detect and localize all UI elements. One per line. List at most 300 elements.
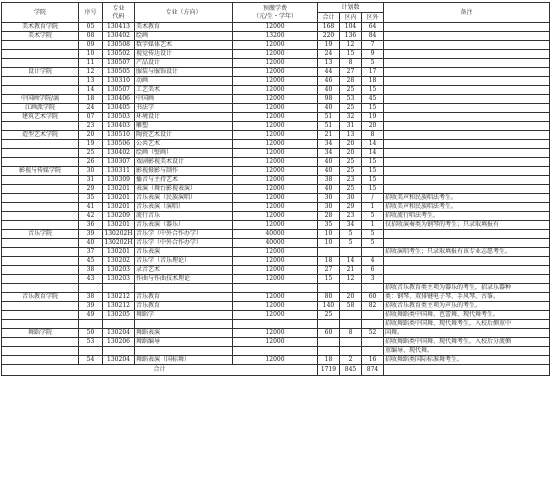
cell-note <box>384 185 550 194</box>
cell-note <box>384 275 550 284</box>
table-row <box>2 185 550 194</box>
cell-fee: 12000 <box>233 122 318 131</box>
cell-seq: 42 <box>79 212 103 221</box>
cell-major: 戏剧影视美术设计 <box>135 158 233 167</box>
cell-total: 30 <box>318 194 340 203</box>
cell-seq: 41 <box>79 203 103 212</box>
cell-seq: 08 <box>79 32 103 41</box>
table-row <box>2 311 550 320</box>
cell-fee: 12000 <box>233 203 318 212</box>
cell-college: 设计学院 <box>2 68 79 77</box>
cell-note <box>384 32 550 41</box>
cell-in: 12 <box>340 275 362 284</box>
table-row <box>2 113 550 122</box>
cell-major: 绘画 <box>135 32 233 41</box>
table-row <box>2 59 550 68</box>
cell-out <box>362 338 384 347</box>
cell-seq: 23 <box>79 122 103 131</box>
cell-fee: 12000 <box>233 167 318 176</box>
cell-out: 4 <box>362 257 384 266</box>
cell-code: 130413 <box>103 23 135 32</box>
cell-seq: 35 <box>79 194 103 203</box>
cell-out: 15 <box>362 167 384 176</box>
cell-in: 13 <box>340 131 362 140</box>
cell-seq <box>79 347 103 356</box>
cell-major: 音乐表演（民族演唱） <box>135 194 233 203</box>
cell-note: 招收舞蹈类国际标准舞考生。 <box>384 356 550 365</box>
cell-seq: 10 <box>79 50 103 59</box>
col-header-total: 合计 <box>318 13 340 23</box>
cell-out: 3 <box>362 275 384 284</box>
cell-out: / <box>362 194 384 203</box>
table-row <box>2 131 550 140</box>
total-label: 合计 <box>2 365 318 376</box>
cell-fee: 12000 <box>233 68 318 77</box>
cell-in: 136 <box>340 32 362 41</box>
cell-fee: 12000 <box>233 140 318 149</box>
cell-code: 130201 <box>103 221 135 230</box>
cell-seq: 11 <box>79 59 103 68</box>
cell-out <box>362 320 384 329</box>
cell-total: 19 <box>318 41 340 50</box>
cell-out <box>362 284 384 293</box>
cell-out: 20 <box>362 122 384 131</box>
cell-note <box>384 167 550 176</box>
cell-fee <box>233 320 318 329</box>
cell-fee: 12000 <box>233 266 318 275</box>
cell-major: 音乐学（中外合作办学） <box>135 239 233 248</box>
cell-major: 环境设计 <box>135 113 233 122</box>
cell-seq <box>79 320 103 329</box>
cell-in <box>340 284 362 293</box>
cell-major: 公共艺术 <box>135 140 233 149</box>
cell-major: 陶瓷艺术设计 <box>135 131 233 140</box>
cell-in: 31 <box>340 122 362 131</box>
admission-plan-table <box>1 2 550 376</box>
cell-fee: 12000 <box>233 50 318 59</box>
cell-seq: 43 <box>79 275 103 284</box>
cell-note <box>384 68 550 77</box>
table-row <box>2 203 550 212</box>
cell-college: 中国画学院/漓 <box>2 95 79 104</box>
cell-total: 34 <box>318 140 340 149</box>
cell-seq: 14 <box>79 86 103 95</box>
cell-major: 绘画（壁画） <box>135 149 233 158</box>
cell-college: 美术学院 <box>2 32 79 41</box>
cell-major: 音乐表演（演唱） <box>135 203 233 212</box>
cell-code: 130402 <box>103 32 135 41</box>
cell-major: 作曲与作曲技术理论 <box>135 275 233 284</box>
cell-seq <box>79 284 103 293</box>
cell-note <box>384 95 550 104</box>
cell-total: 10 <box>318 230 340 239</box>
cell-in: 14 <box>340 257 362 266</box>
total-out: 874 <box>362 365 384 376</box>
cell-note <box>384 77 550 86</box>
cell-out <box>362 311 384 320</box>
total-note <box>384 365 550 376</box>
cell-major: 音乐表演 <box>135 248 233 257</box>
cell-total: 168 <box>318 23 340 32</box>
cell-major: 美术教育 <box>135 23 233 32</box>
cell-note: 国舞。 <box>384 329 550 338</box>
cell-major: 流行音乐 <box>135 212 233 221</box>
table-row <box>2 320 550 329</box>
cell-in: 34 <box>340 221 362 230</box>
cell-code: 130311 <box>103 167 135 176</box>
table-row <box>2 221 550 230</box>
cell-college <box>2 356 79 365</box>
cell-college <box>2 302 79 311</box>
cell-in <box>340 338 362 347</box>
cell-total: 27 <box>318 266 340 275</box>
cell-major: 音乐学（中外合作办学） <box>135 230 233 239</box>
cell-total <box>318 320 340 329</box>
cell-college <box>2 86 79 95</box>
cell-major: 产品设计 <box>135 59 233 68</box>
cell-total: 24 <box>318 50 340 59</box>
cell-fee: 12000 <box>233 248 318 257</box>
cell-note: 招收舞蹈类中国舞、芭蕾舞、现代舞考生。 <box>384 311 550 320</box>
cell-total: 34 <box>318 149 340 158</box>
cell-college <box>2 275 79 284</box>
cell-major: 音乐学（音乐理论） <box>135 257 233 266</box>
cell-code: 130507 <box>103 59 135 68</box>
cell-college <box>2 203 79 212</box>
cell-total: 98 <box>318 95 340 104</box>
cell-out: 15 <box>362 158 384 167</box>
cell-seq: 26 <box>79 158 103 167</box>
cell-note <box>384 104 550 113</box>
cell-fee: 12000 <box>233 149 318 158</box>
cell-out: 1 <box>362 203 384 212</box>
cell-code: 130508 <box>103 41 135 50</box>
cell-college <box>2 41 79 50</box>
cell-note <box>384 230 550 239</box>
cell-out: 14 <box>362 149 384 158</box>
cell-in: 12 <box>340 41 362 50</box>
cell-fee: 12000 <box>233 86 318 95</box>
table-row <box>2 230 550 239</box>
cell-fee: 12000 <box>233 329 318 338</box>
cell-out: 16 <box>362 356 384 365</box>
cell-college: 建筑艺术学院 <box>2 113 79 122</box>
col-header-code-line2: 代码 <box>112 12 125 20</box>
cell-college <box>2 149 79 158</box>
cell-college: 美术教育学院 <box>2 23 79 32</box>
cell-major: 服装与服饰设计 <box>135 68 233 77</box>
cell-college: 造型艺术学院 <box>2 131 79 140</box>
cell-college <box>2 284 79 293</box>
cell-college <box>2 248 79 257</box>
cell-note <box>384 113 550 122</box>
cell-college <box>2 347 79 356</box>
cell-fee: 12000 <box>233 293 318 302</box>
cell-out: 19 <box>362 113 384 122</box>
cell-code: 130201 <box>103 194 135 203</box>
cell-code: 130309 <box>103 176 135 185</box>
cell-fee: 40000 <box>233 239 318 248</box>
cell-out: 7 <box>362 41 384 50</box>
cell-total: 25 <box>318 311 340 320</box>
cell-out <box>362 347 384 356</box>
cell-code: 130212 <box>103 302 135 311</box>
cell-fee <box>233 347 318 356</box>
cell-major: 表演（舞台影视表演） <box>135 185 233 194</box>
col-header-plan: 计划数 <box>318 3 384 13</box>
cell-in: 8 <box>340 329 362 338</box>
cell-out: 5 <box>362 230 384 239</box>
table-row <box>2 356 550 365</box>
cell-seq: 13 <box>79 77 103 86</box>
cell-code: 130507 <box>103 86 135 95</box>
cell-fee: 12000 <box>233 311 318 320</box>
cell-note <box>384 266 550 275</box>
cell-in: 2 <box>340 356 362 365</box>
cell-major <box>135 320 233 329</box>
col-header-seq: 序号 <box>79 3 103 23</box>
cell-code: 130201 <box>103 185 135 194</box>
cell-code: 130202 <box>103 257 135 266</box>
cell-code: 130205 <box>103 311 135 320</box>
table-row <box>2 122 550 131</box>
cell-fee: 12000 <box>233 257 318 266</box>
cell-out: 15 <box>362 86 384 95</box>
cell-code <box>103 320 135 329</box>
cell-note: 招收舞蹈类中国舞、现代舞考生，入校后分流侧 <box>384 338 550 347</box>
table-row <box>2 347 550 356</box>
cell-in: 29 <box>340 203 362 212</box>
cell-out: 9 <box>362 50 384 59</box>
cell-seq: 38 <box>79 266 103 275</box>
cell-college <box>2 176 79 185</box>
cell-code: 130203 <box>103 275 135 284</box>
cell-total: 30 <box>318 203 340 212</box>
cell-total: 35 <box>318 221 340 230</box>
cell-college <box>2 311 79 320</box>
cell-seq: 39 <box>79 302 103 311</box>
cell-major: 视觉传达设计 <box>135 50 233 59</box>
cell-college: 音乐教育学院 <box>2 293 79 302</box>
col-header-out: 区外 <box>362 13 384 23</box>
cell-total: 40 <box>318 167 340 176</box>
cell-in: 27 <box>340 68 362 77</box>
table-row <box>2 32 550 41</box>
cell-code: 130209 <box>103 212 135 221</box>
cell-total: 140 <box>318 302 340 311</box>
cell-note: 招收美声和民族唱法考生。 <box>384 203 550 212</box>
cell-seq: 29 <box>79 185 103 194</box>
table-row <box>2 248 550 257</box>
cell-major <box>135 284 233 293</box>
cell-out: 82 <box>362 302 384 311</box>
cell-note <box>384 23 550 32</box>
cell-total: 40 <box>318 185 340 194</box>
table-row <box>2 302 550 311</box>
table-row <box>2 284 550 293</box>
cell-major: 录音艺术 <box>135 266 233 275</box>
cell-note <box>384 50 550 59</box>
cell-note: 重编导、现代舞。 <box>384 347 550 356</box>
cell-fee: 12000 <box>233 338 318 347</box>
table-row <box>2 257 550 266</box>
table-row <box>2 104 550 113</box>
col-header-note: 备注 <box>384 3 550 23</box>
cell-note <box>384 86 550 95</box>
cell-note <box>384 158 550 167</box>
cell-code: 130503 <box>103 113 135 122</box>
table-body <box>2 23 550 365</box>
cell-college <box>2 194 79 203</box>
cell-college <box>2 140 79 149</box>
cell-code: 130402 <box>103 149 135 158</box>
cell-code: 130307 <box>103 158 135 167</box>
cell-total: 51 <box>318 113 340 122</box>
cell-in: 23 <box>340 212 362 221</box>
cell-note <box>384 41 550 50</box>
cell-seq: 20 <box>79 131 103 140</box>
cell-in: 21 <box>340 266 362 275</box>
cell-fee: 40000 <box>233 230 318 239</box>
cell-total: 15 <box>318 275 340 284</box>
cell-out: 15 <box>362 104 384 113</box>
cell-fee: 12000 <box>233 212 318 221</box>
cell-college <box>2 59 79 68</box>
col-header-fee-line2: （元/生・学年） <box>252 12 298 20</box>
cell-seq: 36 <box>79 221 103 230</box>
cell-out: 45 <box>362 95 384 104</box>
cell-seq: 18 <box>79 95 103 104</box>
cell-total: 60 <box>318 329 340 338</box>
cell-college: 音乐学院 <box>2 230 79 239</box>
cell-code: 130505 <box>103 68 135 77</box>
cell-major: 舞蹈表演 <box>135 329 233 338</box>
cell-out: 5 <box>362 239 384 248</box>
cell-in: 25 <box>340 185 362 194</box>
cell-fee: 12000 <box>233 185 318 194</box>
cell-major: 书法学 <box>135 104 233 113</box>
cell-out: 64 <box>362 23 384 32</box>
cell-code: 130202H <box>104 239 133 246</box>
cell-in: 8 <box>340 59 362 68</box>
table-row <box>2 50 550 59</box>
cell-out: 8 <box>362 131 384 140</box>
cell-code: 130212 <box>103 293 135 302</box>
cell-code: 130204 <box>103 356 135 365</box>
cell-in: 25 <box>340 104 362 113</box>
total-in: 845 <box>340 365 362 376</box>
cell-note: 招收舞蹈类中国舞、现代舞考生，入校后侧重中 <box>384 320 550 329</box>
cell-fee: 12000 <box>233 275 318 284</box>
cell-college <box>2 50 79 59</box>
cell-total: 38 <box>318 176 340 185</box>
cell-college <box>2 77 79 86</box>
cell-fee: 12000 <box>233 356 318 365</box>
cell-major: 音乐教育 <box>135 302 233 311</box>
cell-code: 130201 <box>103 203 135 212</box>
cell-note <box>384 257 550 266</box>
cell-in: 5 <box>340 230 362 239</box>
cell-out: 15 <box>362 185 384 194</box>
cell-college <box>2 158 79 167</box>
cell-total <box>318 347 340 356</box>
cell-in: 30 <box>340 194 362 203</box>
cell-code: 130506 <box>103 140 135 149</box>
cell-out: 14 <box>362 140 384 149</box>
cell-total: 13 <box>318 59 340 68</box>
cell-in: 20 <box>340 140 362 149</box>
cell-note <box>384 140 550 149</box>
table-row <box>2 140 550 149</box>
cell-out: 6 <box>362 266 384 275</box>
cell-out: 17 <box>362 68 384 77</box>
cell-in: 15 <box>340 50 362 59</box>
cell-total: 46 <box>318 77 340 86</box>
cell-major: 动画 <box>135 77 233 86</box>
cell-college: 舞蹈学院 <box>2 329 79 338</box>
cell-in: 5 <box>340 239 362 248</box>
cell-in <box>340 347 362 356</box>
cell-major: 舞蹈编导 <box>135 338 233 347</box>
cell-seq: 05 <box>79 23 103 32</box>
cell-note: 招收流行唱法考生。 <box>384 212 550 221</box>
cell-major <box>135 347 233 356</box>
cell-in: 53 <box>340 95 362 104</box>
cell-college <box>2 212 79 221</box>
col-header-fee <box>233 3 318 23</box>
cell-total: 40 <box>318 86 340 95</box>
cell-total: 21 <box>318 131 340 140</box>
cell-in: 20 <box>340 149 362 158</box>
cell-seq: 07 <box>79 113 103 122</box>
cell-major: 舞蹈表演（国标舞） <box>135 356 233 365</box>
cell-code: 130510 <box>103 131 135 140</box>
cell-college <box>2 122 79 131</box>
cell-code <box>103 284 135 293</box>
cell-major: 雕塑 <box>135 122 233 131</box>
cell-note: 仅招收演奏类为钢琴的考生；只录取填报有 <box>384 221 550 230</box>
cell-note <box>384 122 550 131</box>
cell-in <box>340 320 362 329</box>
cell-seq: 45 <box>79 257 103 266</box>
cell-note <box>384 59 550 68</box>
cell-note: 招收音乐教育类主项为声乐的考生。 <box>384 302 550 311</box>
cell-fee: 12000 <box>233 113 318 122</box>
cell-fee: 12000 <box>233 77 318 86</box>
cell-in <box>340 248 362 257</box>
cell-total: 220 <box>318 32 340 41</box>
cell-total: 18 <box>318 356 340 365</box>
table-row <box>2 212 550 221</box>
cell-total <box>318 284 340 293</box>
cell-out: 1 <box>362 221 384 230</box>
table-row <box>2 275 550 284</box>
cell-total: 10 <box>318 239 340 248</box>
table-row <box>2 77 550 86</box>
cell-seq: 30 <box>79 167 103 176</box>
cell-note <box>384 149 550 158</box>
cell-total: 80 <box>318 293 340 302</box>
cell-in: 58 <box>340 302 362 311</box>
cell-out: 5 <box>362 212 384 221</box>
cell-seq: 31 <box>79 176 103 185</box>
cell-out: 60 <box>362 293 384 302</box>
cell-seq: 39 <box>79 230 103 239</box>
cell-college <box>2 239 79 248</box>
cell-code: 130405 <box>103 104 135 113</box>
cell-seq: 37 <box>79 248 103 257</box>
table-row <box>2 68 550 77</box>
